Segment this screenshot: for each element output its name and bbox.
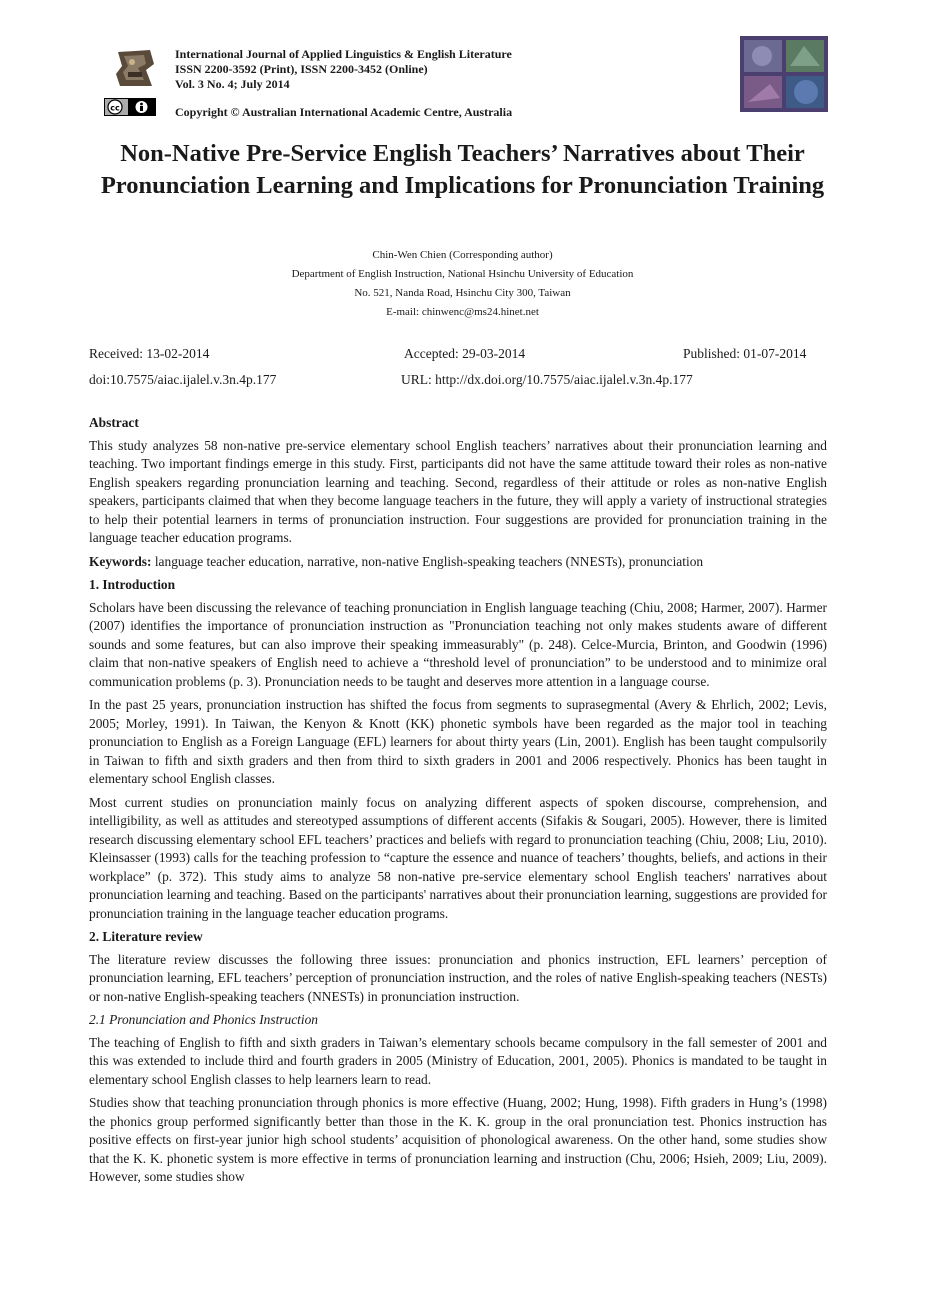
copyright-notice: Copyright © Australian International Academic Centre, Australia [175,105,513,119]
journal-issn: ISSN 2200-3592 (Print), ISSN 2200-3452 (Online) [175,62,428,76]
doi[interactable]: doi:10.7575/aiac.ijalel.v.3n.4p.177 [89,372,277,387]
journal-cover-icon [740,36,828,112]
author-name: Chin-Wen Chien (Corresponding author) [372,249,553,261]
paragraph: Most current studies on pronunciation mainly focus on analyzing different aspects of spoken discourse, comprehension, and intelligibility, as well as attitudes and stereotyped assumptions of different accents (Sifakis & Sougari, 2005). However, there is limited research discussing elementary school EFL teachers’ practices and beliefs with regard to pronunciation teaching (Chiu, 2008; Liu, 2010). Kleinsasser (1993) calls for the teaching profession to “capture the essence and nuance of teachers’ thoughts, beliefs, and actions in their workplace” (p. 372). This study aims to analyze 58 non-native pre-service elementary school English teachers' narratives about pronunciation learning and teaching. Based on the participants' narratives about their pronunciation learning, suggestions are provided for pronunciation training in the language teacher education programs. [89,794,827,921]
literature-review-heading: 2. Literature review [89,929,203,944]
paragraph: Scholars have been discussing the relevance of teaching pronunciation in English language teaching (Chiu, 2008; Harmer, 2007). Harmer (2007) identifies the importance of pronunciation instruction as "Pronunciation teaching not only makes students aware of different sounds and some features, but can also improve their speaking immeasurably" (p. 248). Celce-Murcia, Brinton, and Goodwin (1996) claim that non-native speakers of English need to achieve a “threshold level of pronunciation” to be understood and to minimize oral communication problems (p. 3). Pronunciation needs to be taught and deserves more attention in a language course. [89,599,827,689]
abstract-heading: Abstract [89,415,139,430]
author-block [0,246,925,322]
journal-volume: Vol. 3 No. 4; July 2014 [175,77,290,91]
article-body [89,414,827,1192]
author-address: No. 521, Nanda Road, Hsinchu City 300, Taiwan [354,287,571,299]
journal-name: International Journal of Applied Linguistics & English Literature [175,47,512,61]
paragraph: In the past 25 years, pronunciation instruction has shifted the focus from segments to suprasegmental (Avery & Ehrlich, 2002; Levis, 2005; Morley, 1991). In Taiwan, the Kenyon & Knott (KK) phonetic symbols have been regarded as the major tool in teaching pronunciation to English as a Foreign Language (EFL) learners for about thirty years (Lin, 2001). English has been taught compulsorily in Taiwan to fifth and sixth graders and then from third to sixth graders in 2001 and 2006 respectively. Phonics has been taught in elementary school English classes. [89,697,827,786]
subsection-heading: 2.1 Pronunciation and Phonics Instruction [89,1012,318,1027]
author-department: Department of English Instruction, National Hsinchu University of Education [291,268,634,280]
paragraph: The literature review discusses the following three issues: pronunciation and phonics instruction, EFL learners’ perception of pronunciation learning, EFL teachers’ perception of pronunciation instruction, and the roles of native English-speaking teachers (NESTs) or non-native English-speaking teachers (NNESTs) in pronunciation instruction. [89,951,827,1004]
journal-header [175,47,512,92]
journal-logo-icon [110,46,160,90]
creative-commons-badge-icon [104,98,156,116]
article-title: Non-Native Pre-Service English Teachers’ Narratives about Their Pronunciation Learning and Implications for Pronunciation Training [100,140,825,199]
article-url[interactable]: URL: http://dx.doi.org/10.7575/aiac.ijalel.v.3n.4p.177 [401,372,693,387]
paragraph: Studies show that teaching pronunciation through phonics is more effective (Huang, 2002; Hung, 1998). Fifth graders in Hung’s (1998) the phonics group performed significantly better than those in the K. K. group in the oral pronunciation test. Phonics instruction has positive effects on first-year junior high school students’ acquisition of phonological awareness. On the other hand, some studies show that the K. K. phonetic system is more effective in terms of pronunciation learning and instruction (Chu, 2006; Hsieh, 2009; Liu, 2009). However, some studies show [89,1095,827,1184]
introduction-heading: 1. Introduction [89,577,176,592]
paragraph: The teaching of English to fifth and sixth graders in Taiwan’s elementary schools became compulsory in the fall semester of 2001 and this was extended to include third and fourth graders in 2005 (Ministry of Education, 2001, 2005). Phonics is mandated to be taught in elementary school English classes to help learners learn to read. [89,1034,827,1087]
published-date: Published: 01-07-2014 [683,346,807,361]
svg-text:cc: cc [110,103,120,113]
author-email[interactable]: E-mail: chinwenc@ms24.hinet.net [386,306,539,318]
keywords-label: Keywords: [89,553,152,569]
accepted-date: Accepted: 29-03-2014 [404,346,526,361]
keywords [89,553,827,572]
received-date: Received: 13-02-2014 [89,346,210,361]
abstract-text: This study analyzes 58 non-native pre-service elementary school English teachers’ narratives about their pronunciation learning and teaching. Two important findings emerge in this study. First, participants did not have the same attitude toward their roles as non-native English speakers regarding pronunciation learning and teaching. Second, regardless of their attitude or roles as non-native English speakers, participants claimed that when they become language teachers in the future, they will apply a variety of instructional strategies to help their potential learners in terms of pronunciation instruction. Four suggestions are provided for pronunciation training in the language teacher education programs. [89,437,827,545]
keywords-text: language teacher education, narrative, non-native English-speaking teachers (NNESTs), pronunciation [151,553,704,569]
